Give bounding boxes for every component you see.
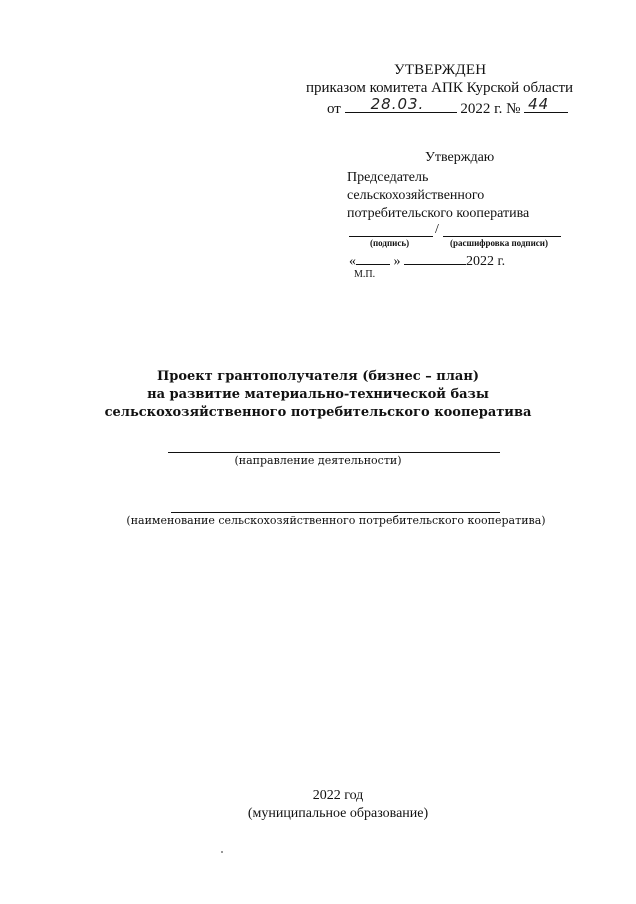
quote-open: « — [349, 254, 356, 269]
position-line-2: сельскохозяйственного — [347, 188, 485, 203]
approval-year: 2022 г. — [466, 254, 506, 269]
decoding-line — [443, 236, 561, 237]
approval-order-line: приказом комитета АПК Курской области — [306, 80, 574, 96]
approve-word: Утверждаю — [425, 150, 495, 165]
approval-title: УТВЕРЖДЕН — [394, 62, 487, 78]
project-title-line-3: сельскохозяйственного потребительского кооператива — [104, 405, 532, 420]
number-field — [524, 95, 568, 113]
stamp-label: М.П. — [354, 269, 376, 280]
approval-date-line — [327, 95, 568, 118]
scan-speck — [221, 851, 223, 853]
day-field — [356, 250, 390, 265]
signature-line — [349, 236, 433, 237]
direction-line — [168, 452, 500, 453]
from-label: от — [327, 101, 341, 117]
signature-separator: / — [435, 222, 439, 237]
project-title-line-2: на развитие материально-технической базы — [147, 387, 489, 402]
direction-caption: (направление деятельности) — [234, 454, 402, 467]
signature-label: (подпись) — [370, 238, 410, 248]
footer-year: 2022 год — [312, 788, 364, 803]
position-line-3: потребительского кооператива — [347, 206, 530, 221]
project-title-line-1: Проект грантополучателя (бизнес – план) — [156, 369, 480, 384]
footer-municipality: (муниципальное образование) — [247, 806, 429, 821]
number-handwritten: 44 — [528, 95, 550, 113]
month-field — [404, 250, 466, 265]
approval-date-row — [349, 250, 505, 271]
cooperative-line — [171, 512, 500, 513]
date-field — [345, 95, 457, 113]
year-number-label: 2022 г. № — [460, 101, 521, 117]
date-handwritten: 28.03. — [370, 95, 425, 113]
position-line-1: Председатель — [347, 170, 429, 185]
cooperative-caption: (наименование сельскохозяйственного потребительского кооператива) — [126, 514, 546, 527]
decoding-label: (расшифровка подписи) — [450, 238, 548, 248]
quote-close: » — [393, 254, 401, 269]
